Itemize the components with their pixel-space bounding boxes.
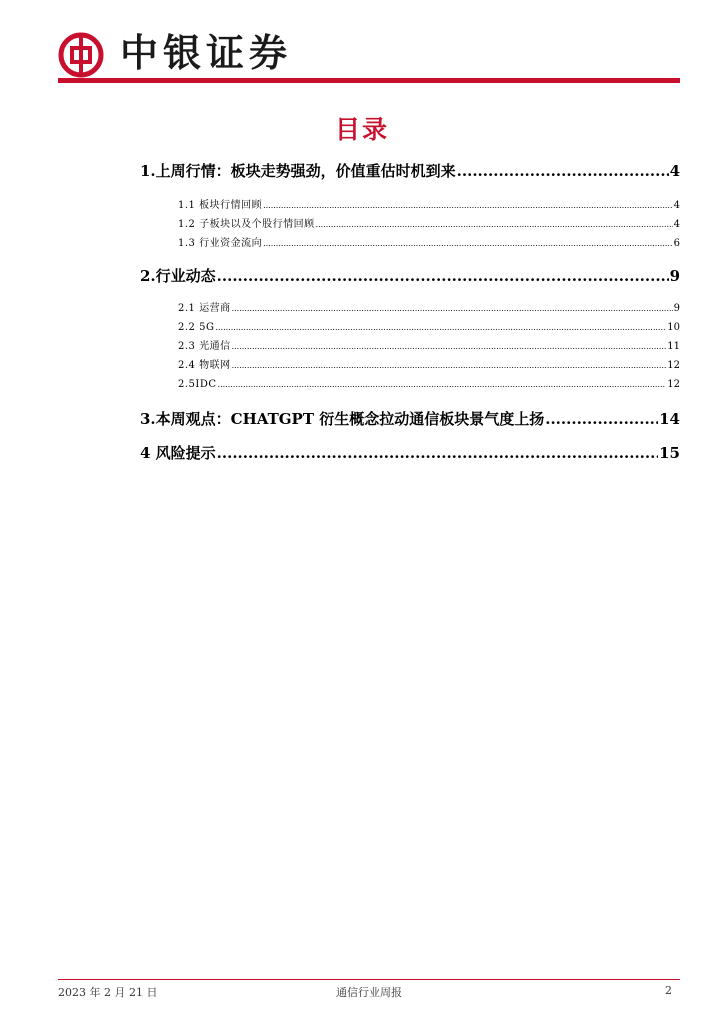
toc-subentry[interactable] xyxy=(140,318,680,337)
toc-entry-label: 2.5IDC xyxy=(178,379,217,390)
toc-entry-label: 1.2 子板块以及个股行情回顾 xyxy=(178,219,315,230)
toc-entry-label: 1.上周行情：板块走势强劲，价值重估时机到来 xyxy=(140,162,456,180)
toc-leader-dots xyxy=(218,375,667,394)
toc-entry-page: 9 xyxy=(673,303,680,314)
toc-leader-dots xyxy=(263,196,673,215)
toc-subentry[interactable] xyxy=(140,215,680,234)
toc-entry-page: 4 xyxy=(673,219,680,230)
toc-entry-label: 2.2 5G xyxy=(178,322,215,333)
toc-leader-dots xyxy=(232,299,673,318)
toc-leader-dots xyxy=(316,215,673,234)
toc-subentry[interactable] xyxy=(140,234,680,253)
toc-entry-page: 4 xyxy=(669,162,680,180)
report-date: 2023 年 2 月 21 日 xyxy=(58,986,158,999)
toc-entry-page: 15 xyxy=(659,444,680,462)
toc-entry-page: 12 xyxy=(667,360,680,371)
toc-leader-dots xyxy=(217,442,658,464)
toc-leader-dots xyxy=(545,408,658,430)
toc-entry-label: 2.4 物联网 xyxy=(178,360,231,371)
toc-entry-label: 1.3 行业资金流向 xyxy=(178,238,263,249)
toc-entry[interactable] xyxy=(140,160,680,182)
toc-entry-label: 3.本周观点：CHATGPT 衍生概念拉动通信板块景气度上扬 xyxy=(140,410,545,428)
toc-leader-dots xyxy=(263,234,673,253)
toc-entry-page: 4 xyxy=(673,200,680,211)
toc-entry-label: 2.3 光通信 xyxy=(178,341,231,352)
toc-entry[interactable] xyxy=(140,442,680,464)
footer-divider xyxy=(58,979,680,980)
table-of-contents xyxy=(140,160,680,464)
brand-name: 中银证券 xyxy=(120,30,293,75)
toc-entry-label: 2.1 运营商 xyxy=(178,303,231,314)
toc-entry-page: 12 xyxy=(667,379,680,390)
toc-entry-label: 1.1 板块行情回顾 xyxy=(178,200,263,211)
toc-entry-page: 10 xyxy=(667,322,680,333)
toc-entry-page: 6 xyxy=(673,238,680,249)
toc-entry-label: 4 风险提示 xyxy=(140,444,216,462)
page-footer xyxy=(58,984,680,1000)
toc-subentry[interactable] xyxy=(140,196,680,215)
toc-entry[interactable] xyxy=(140,265,680,287)
toc-leader-dots xyxy=(232,356,667,375)
header-divider xyxy=(58,78,680,83)
toc-entry-label: 2.行业动态 xyxy=(140,267,216,285)
bank-of-china-logo-icon xyxy=(58,32,104,78)
toc-subentry[interactable] xyxy=(140,356,680,375)
toc-leader-dots xyxy=(217,265,669,287)
page-number: 2 xyxy=(665,984,672,997)
toc-entry[interactable] xyxy=(140,408,680,430)
toc-subentry[interactable] xyxy=(140,337,680,356)
toc-entry-page: 14 xyxy=(659,410,680,428)
toc-leader-dots xyxy=(457,160,669,182)
toc-title: 目录 xyxy=(334,115,389,144)
toc-subentry[interactable] xyxy=(140,375,680,394)
toc-entry-page: 9 xyxy=(669,267,680,285)
toc-entry-page: 11 xyxy=(667,341,680,352)
toc-subentry[interactable] xyxy=(140,299,680,318)
report-name: 通信行业周报 xyxy=(336,986,402,999)
page-header xyxy=(58,26,680,82)
toc-leader-dots xyxy=(232,337,667,356)
toc-leader-dots xyxy=(215,318,666,337)
